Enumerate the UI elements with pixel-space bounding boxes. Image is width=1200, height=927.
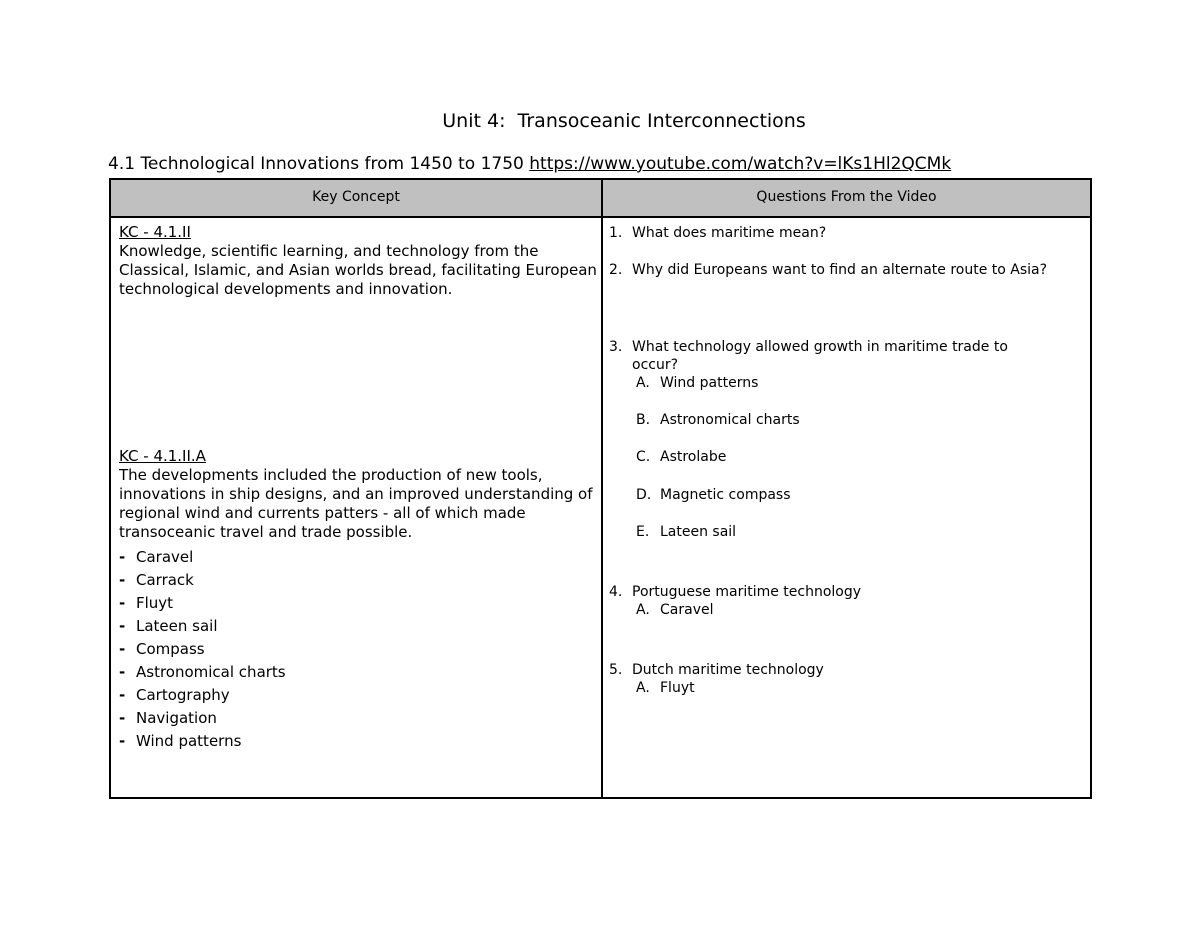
kc-code-2: KC - 4.1.II.A bbox=[119, 447, 206, 465]
kc-text: Knowledge, scientific learning, and technology from the Classical, Islamic, and Asian worlds bread, facilitating European technological developments and innovation. bbox=[119, 242, 597, 298]
questions-header: Questions From the Video bbox=[603, 180, 1090, 218]
kc-code: KC - 4.1.II bbox=[119, 223, 191, 241]
column-divider bbox=[601, 216, 603, 797]
bullet-dash: - bbox=[119, 548, 126, 566]
list-item: - Astronomical charts bbox=[119, 661, 597, 684]
bullet-dash: - bbox=[119, 571, 126, 589]
technology-list bbox=[119, 546, 597, 753]
list-item: - Cartography bbox=[119, 684, 597, 707]
list-item: - Wind patterns bbox=[119, 730, 597, 753]
kc-text-2: The developments included the production of new tools, innovations in ship designs, and an improved understanding of regional wind and currents patters - all of which made transoceanic travel and trade possible. bbox=[119, 466, 593, 541]
list-item: - Compass bbox=[119, 638, 597, 661]
list-item: - Carrack bbox=[119, 569, 597, 592]
concept-table: Key Concept Questions From the Video KC - 4.1.II Knowledge, scientific learning, and technology from the Classical, Islamic, and Asian worlds bread, facilitating European technological developments and innovation. KC - 4.1.II.A The developments included the production of new tools, innovations in ship designs, and an improved understanding of regional wind and currents patters - all of which made transoceanic travel and trade possible. - Caravel - Carrack - Fluyt - Lateen sail - Compass - Astronomical charts - Cartography - Navigation - Wind patterns 1. What does maritime mean? 2. Why did Europeans want to find an alternate route to Asia? 3. What technology allowed growth in maritime trade to occur? A. Wind patterns B. Astronomical charts C. Astrolabe D. Magnetic compass E. Lateen sail 4. Portuguese maritime technology A. Caravel 5. Dutch maritime technology A. Fluyt bbox=[109, 178, 1092, 799]
kc-block-2 bbox=[119, 447, 597, 753]
key-concept-column bbox=[119, 223, 597, 750]
key-concept-header: Key Concept bbox=[111, 180, 603, 218]
bullet-dash: - bbox=[119, 640, 126, 658]
section-heading bbox=[108, 154, 951, 174]
bullet-dash: - bbox=[119, 709, 126, 727]
video-link[interactable]: https://www.youtube.com/watch?v=lKs1Hl2QCMk bbox=[529, 154, 952, 174]
section-heading-text: 4.1 Technological Innovations from 1450 to 1750 bbox=[108, 154, 524, 174]
bullet-dash: - bbox=[119, 732, 126, 750]
list-item: - Navigation bbox=[119, 707, 597, 730]
list-item: - Caravel bbox=[119, 546, 597, 569]
bullet-dash: - bbox=[119, 663, 126, 681]
bullet-dash: - bbox=[119, 686, 126, 704]
list-item: - Lateen sail bbox=[119, 615, 597, 638]
bullet-dash: - bbox=[119, 617, 126, 635]
page-title: Unit 4: Transoceanic Interconnections bbox=[442, 110, 806, 132]
list-item: - Fluyt bbox=[119, 592, 597, 615]
bullet-dash: - bbox=[119, 594, 126, 612]
